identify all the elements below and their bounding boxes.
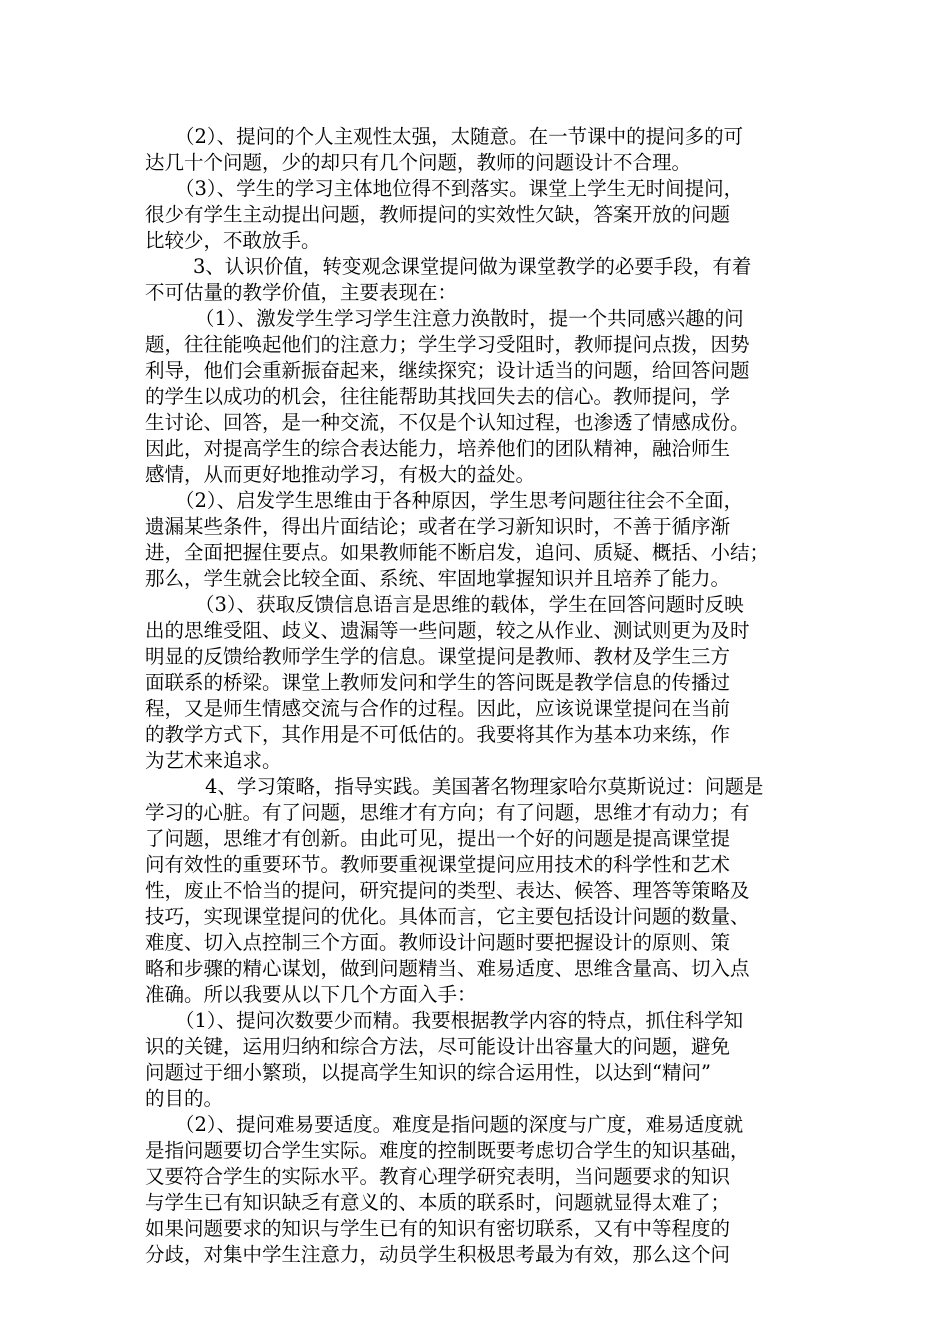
text-line: 的目的。 [145, 1087, 224, 1110]
text-line: 为艺术来追求。 [145, 749, 282, 772]
paragraph [145, 592, 811, 774]
text-line: （2）、提问难易要适度。难度是指问题的深度与广度，难易适度就 [175, 1113, 744, 1136]
text-line: 感情，从而更好地推动学习，有极大的益处。 [145, 463, 536, 486]
text-line: 遗漏某些条件，得出片面结论；或者在学习新知识时，不善于循序渐 [145, 515, 731, 538]
text-line: 问有效性的重要环节。教师要重视课堂提问应用技术的科学性和艺术 [145, 853, 731, 876]
text-line: 程，又是师生情感交流与合作的过程。因此，应该说课堂提问在当前 [145, 697, 731, 720]
text-line: 略和步骤的精心谋划，做到问题精当、难易适度、思维含量高、切入点 [145, 957, 750, 980]
text-line: 达几十个问题，少的却只有几个问题，教师的问题设计不合理。 [145, 151, 692, 174]
paragraph [145, 1112, 811, 1268]
text-line: 了问题，思维才有创新。由此可见，提出一个好的问题是提高课堂提 [145, 827, 731, 850]
text-line: 利导，他们会重新振奋起来，继续探究；设计适当的问题，给回答问题 [145, 359, 750, 382]
text-line: 性，废止不恰当的提问，研究提问的类型、表达、候答、理答等策略及 [145, 879, 750, 902]
paragraph [145, 124, 811, 176]
text-line: 明显的反馈给教师学生学的信息。课堂提问是教师、教材及学生三方 [145, 645, 731, 668]
text-line: 技巧，实现课堂提问的优化。具体而言，它主要包括设计问题的数量、 [145, 905, 750, 928]
text-line: 那么，学生就会比较全面、系统、牢固地掌握知识并且培养了能力。 [145, 567, 731, 590]
paragraph [145, 1008, 811, 1112]
text-line: 分歧，对集中学生注意力，动员学生积极思考最为有效，那么这个问 [145, 1243, 731, 1266]
text-line: 问题过于细小繁琐，以提高学生知识的综合运用性，以达到“精问” [145, 1061, 711, 1084]
text-line: 比较少，不敢放手。 [145, 229, 321, 252]
text-line: 题，往往能唤起他们的注意力；学生学习受阻时，教师提问点拨，因势 [145, 333, 750, 356]
text-line: 学习的心脏。有了问题，思维才有方向；有了问题，思维才有动力；有 [145, 801, 750, 824]
text-line: 4、学习策略，指导实践。美国著名物理家哈尔莫斯说过：问题是 [205, 775, 764, 798]
text-line: 准确。所以我要从以下几个方面入手： [145, 983, 477, 1006]
text-line: （1）、提问次数要少而精。我要根据教学内容的特点，抓住科学知 [175, 1009, 744, 1032]
text-line: 难度、切入点控制三个方面。教师设计问题时要把握设计的原则、策 [145, 931, 731, 954]
text-line: 生讨论、回答，是一种交流，不仅是个认知过程，也渗透了情感成份。 [145, 411, 750, 434]
paragraph [145, 306, 811, 488]
text-line: （2）、启发学生思维由于各种原因，学生思考问题往往会不全面， [175, 489, 744, 512]
text-line: （3）、获取反馈信息语言是思维的载体，学生在回答问题时反映 [195, 593, 744, 616]
document-body [145, 124, 811, 1268]
paragraph [145, 774, 811, 1008]
paragraph [145, 254, 811, 306]
paragraph [145, 176, 811, 254]
text-line: 很少有学生主动提出问题，教师提问的实效性欠缺，答案开放的问题 [145, 203, 731, 226]
text-line: 因此，对提高学生的综合表达能力，培养他们的团队精神，融洽师生 [145, 437, 731, 460]
text-line: 不可估量的教学价值，主要表现在： [145, 281, 458, 304]
paragraph [145, 488, 811, 592]
text-line: 的学生以成功的机会，往往能帮助其找回失去的信心。教师提问，学 [145, 385, 731, 408]
text-line: 如果问题要求的知识与学生已有的知识有密切联系，又有中等程度的 [145, 1217, 731, 1240]
text-line: （2）、提问的个人主观性太强，太随意。在一节课中的提问多的可 [175, 125, 744, 148]
text-line: 进，全面把握住要点。如果教师能不断启发，追问、质疑、概括、小结； [145, 541, 770, 564]
text-line: 又要符合学生的实际水平。教育心理学研究表明，当问题要求的知识 [145, 1165, 731, 1188]
text-line: 面联系的桥梁。课堂上教师发问和学生的答问既是教学信息的传播过 [145, 671, 731, 694]
text-line: （1）、激发学生学习学生注意力涣散时，提一个共同感兴趣的问 [195, 307, 744, 330]
text-line: 的教学方式下，其作用是不可低估的。我要将其作为基本功来练，作 [145, 723, 731, 746]
text-line: （3）、学生的学习主体地位得不到落实。课堂上学生无时间提问， [175, 177, 744, 200]
text-line: 是指问题要切合学生实际。难度的控制既要考虑切合学生的知识基础， [145, 1139, 750, 1162]
text-line: 出的思维受阻、歧义、遗漏等一些问题，较之从作业、测试则更为及时 [145, 619, 750, 642]
text-line: 识的关键，运用归纳和综合方法，尽可能设计出容量大的问题，避免 [145, 1035, 731, 1058]
text-line: 3、认识价值，转变观念课堂提问做为课堂教学的必要手段，有着 [193, 255, 752, 278]
text-line: 与学生已有知识缺乏有意义的、本质的联系时，问题就显得太难了； [145, 1191, 731, 1214]
